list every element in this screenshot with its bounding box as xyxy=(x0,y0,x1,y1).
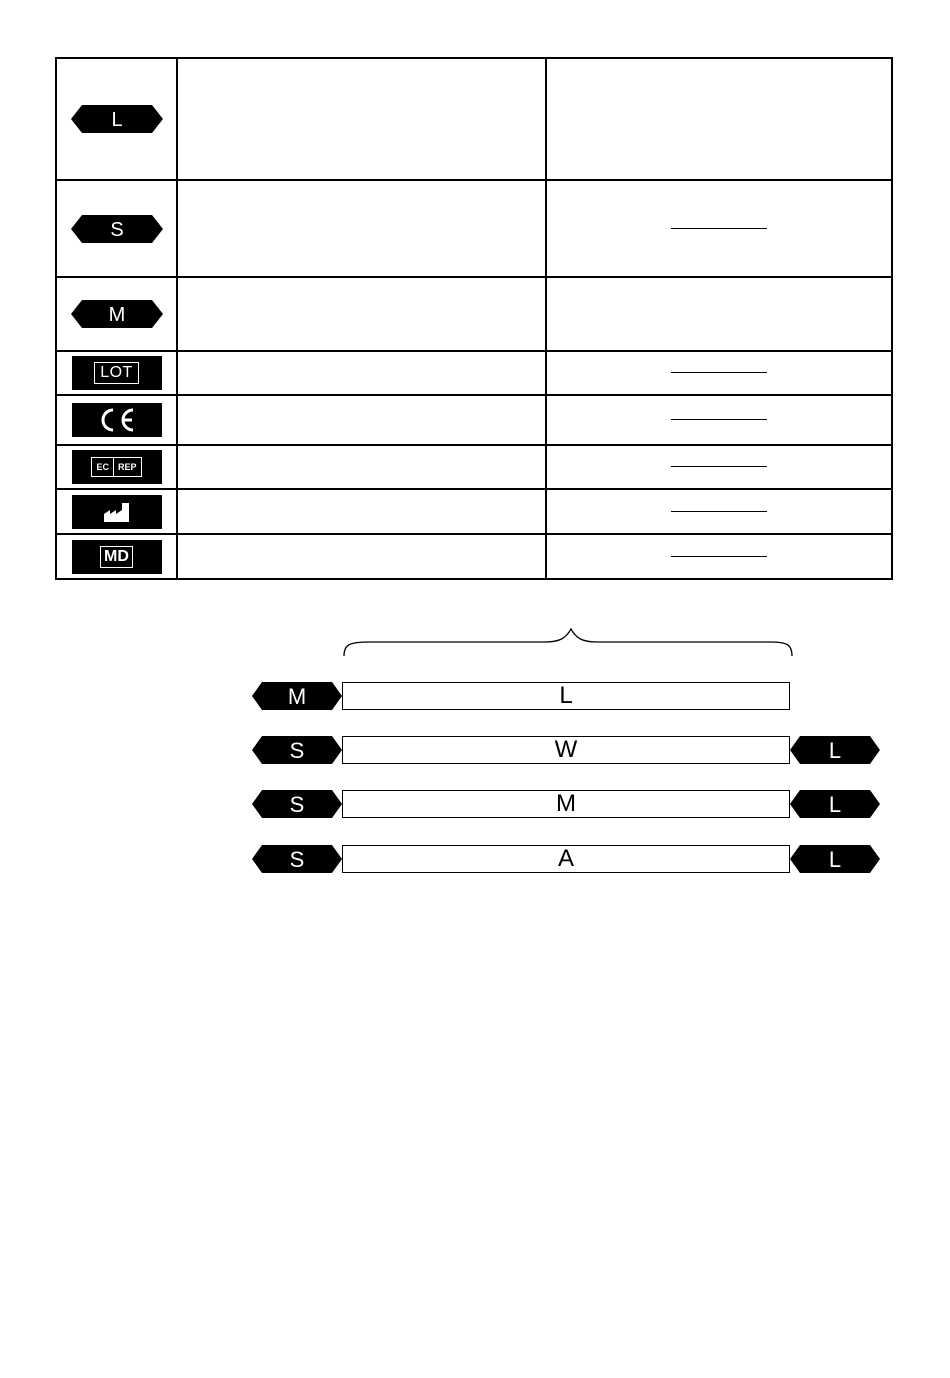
badge-label: L xyxy=(828,738,842,763)
legend-description-cell xyxy=(177,351,546,395)
badge-label: S xyxy=(289,847,305,872)
legend-description-cell xyxy=(177,445,546,489)
diagram-bar: A xyxy=(342,845,790,873)
lot-icon-label: LOT xyxy=(94,362,139,384)
legend-symbol-cell xyxy=(56,489,177,534)
badge-label: S xyxy=(289,738,305,763)
legend-row xyxy=(56,445,892,489)
legend-symbol-cell xyxy=(56,58,177,180)
legend-value-cell xyxy=(546,445,892,489)
lot-icon xyxy=(72,356,162,390)
badge-label: S xyxy=(109,218,124,241)
hex-badge-m-icon xyxy=(71,300,163,328)
blank-fill-line xyxy=(671,419,767,420)
legend-description-cell xyxy=(177,277,546,351)
legend-symbol-cell xyxy=(56,180,177,277)
diagram-bar: M xyxy=(342,790,790,818)
md-icon-label: MD xyxy=(100,546,133,568)
hex-badge-l-icon xyxy=(71,105,163,133)
legend-symbol-cell xyxy=(56,351,177,395)
legend-row xyxy=(56,395,892,445)
rep-label: REP xyxy=(113,458,141,476)
legend-description-cell xyxy=(177,395,546,445)
ce-mark-icon xyxy=(72,403,162,437)
legend-symbol-cell xyxy=(56,277,177,351)
legend-value-cell xyxy=(546,277,892,351)
legend-symbol-cell xyxy=(56,534,177,579)
ce-mark-glyph-icon xyxy=(95,406,139,434)
legend-symbol-cell xyxy=(56,445,177,489)
diagram-bar: W xyxy=(342,736,790,764)
blank-fill-line xyxy=(671,511,767,512)
diagram-left-badge-m xyxy=(252,682,342,710)
legend-value-cell xyxy=(546,395,892,445)
legend-row xyxy=(56,351,892,395)
manufacturer-icon xyxy=(72,495,162,529)
legend-row xyxy=(56,534,892,579)
diagram-left-badge-s xyxy=(252,845,342,873)
legend-row xyxy=(56,489,892,534)
diagram-left-badge-s xyxy=(252,736,342,764)
legend-description-cell xyxy=(177,58,546,180)
diagram-right-badge-l xyxy=(790,790,880,818)
legend-row xyxy=(56,180,892,277)
legend-description-cell xyxy=(177,180,546,277)
legend-value-cell xyxy=(546,351,892,395)
md-icon xyxy=(72,540,162,574)
symbol-legend-table xyxy=(55,57,893,580)
factory-icon xyxy=(102,501,132,523)
blank-fill-line xyxy=(671,228,767,229)
ec-rep-icon xyxy=(72,450,162,484)
curly-brace xyxy=(340,626,796,658)
badge-label: L xyxy=(110,109,123,131)
badge-label: M xyxy=(108,304,125,326)
legend-row xyxy=(56,277,892,351)
legend-value-cell xyxy=(546,489,892,534)
legend-value-cell xyxy=(546,58,892,180)
legend-symbol-cell xyxy=(56,395,177,445)
badge-label: M xyxy=(287,684,307,709)
legend-description-cell xyxy=(177,489,546,534)
blank-fill-line xyxy=(671,466,767,467)
legend-value-cell xyxy=(546,534,892,579)
diagram-bar: L xyxy=(342,682,790,710)
badge-label: L xyxy=(828,847,842,872)
legend-description-cell xyxy=(177,534,546,579)
legend-value-cell xyxy=(546,180,892,277)
legend-row xyxy=(56,58,892,180)
blank-fill-line xyxy=(671,556,767,557)
ec-label: EC xyxy=(96,462,109,472)
diagram-left-badge-s xyxy=(252,790,342,818)
badge-label: L xyxy=(828,792,842,817)
blank-fill-line xyxy=(671,372,767,373)
diagram-right-badge-l xyxy=(790,845,880,873)
hex-badge-s-icon xyxy=(71,215,163,243)
diagram-right-badge-l xyxy=(790,736,880,764)
badge-label: S xyxy=(289,792,305,817)
